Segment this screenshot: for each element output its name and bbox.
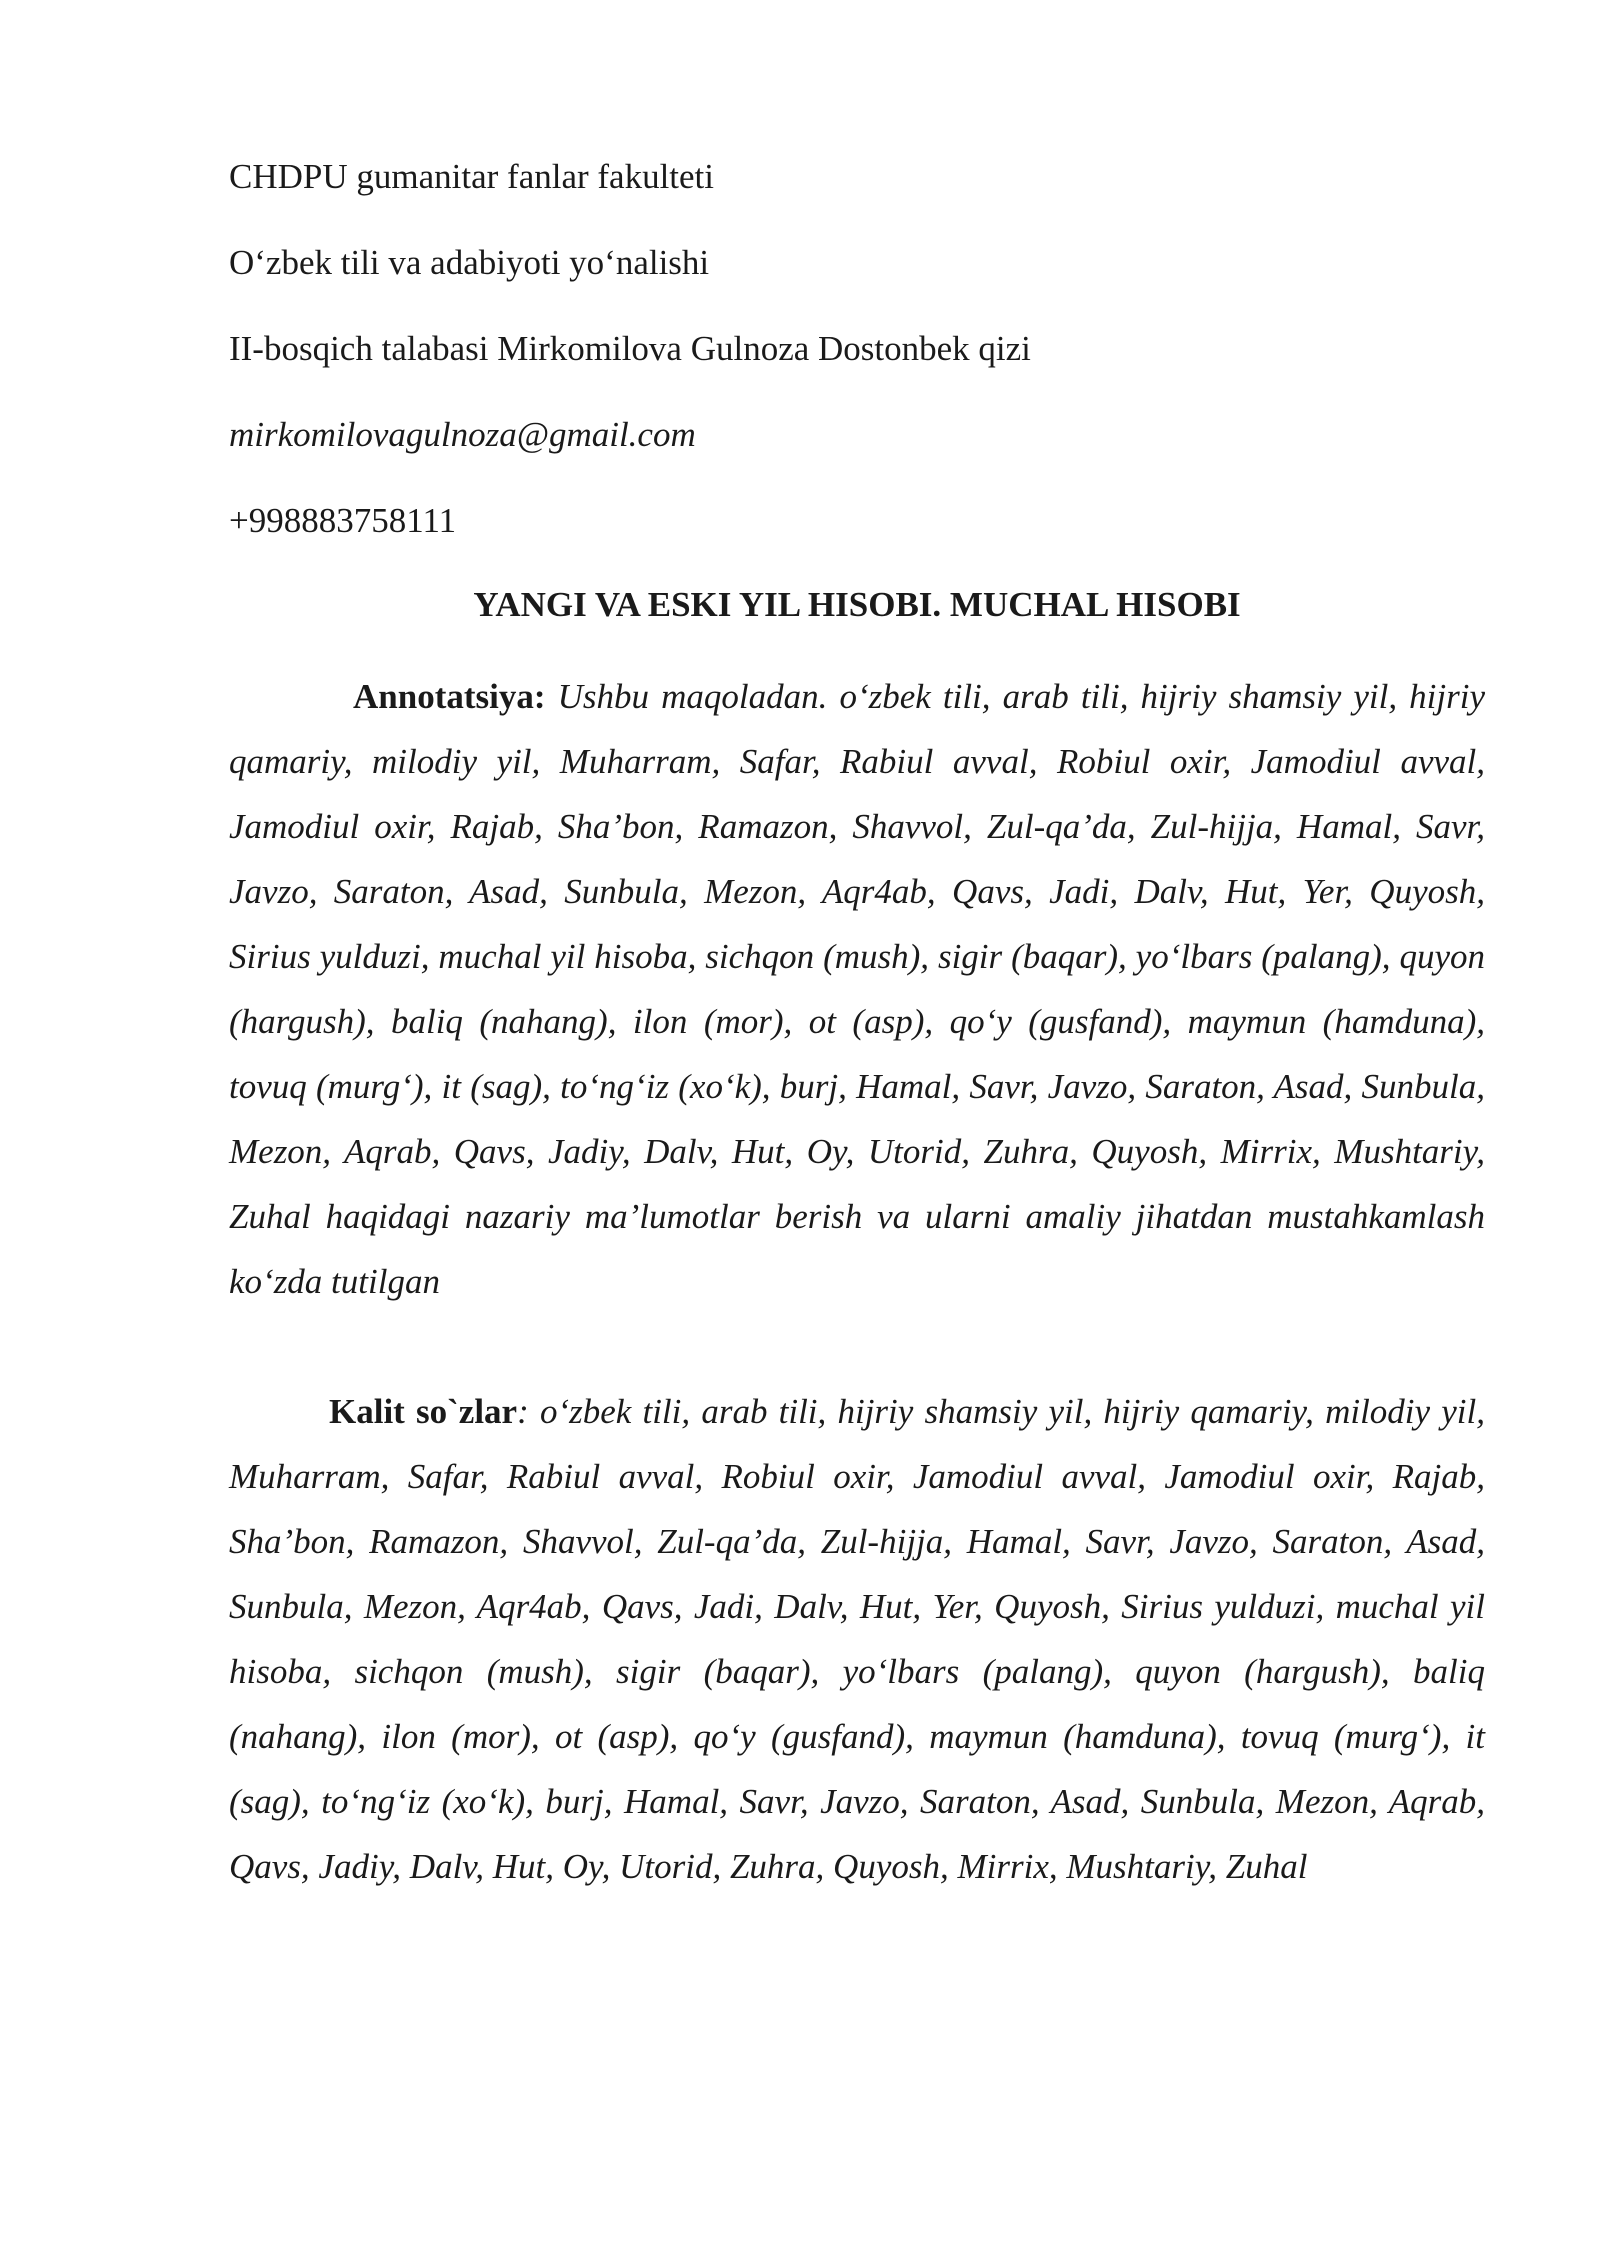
student-line: II-bosqich talabasi Mirkomilova Gulnoza Dostonbek qizi <box>229 329 1031 368</box>
annotation-label: Annotatsiya: <box>353 677 546 716</box>
keywords-paragraph <box>229 1379 1485 1899</box>
article-title: YANGI VA ESKI YIL HISOBI. MUCHAL HISOBI <box>473 585 1241 624</box>
direction-line: O‘zbek tili va adabiyoti yo‘nalishi <box>229 243 710 282</box>
annotation-paragraph <box>229 664 1485 1314</box>
email-line: mirkomilovagulnoza@gmail.com <box>229 415 696 454</box>
phone-line: +998883758111 <box>229 501 457 540</box>
keywords-text: : o‘zbek tili, arab tili, hijriy shamsiy yil, hijriy qamariy, milodiy yil, Muharram, Safar, Rabiul avval, Robiul oxir, Jamodiul avval, Jamodiul oxir, Rajab, Sha’bon, Ramazon, Shavvol, Zul-qa’da, Zul-hijja, Hamal, Savr, Javzo, Saraton, Asad, Sunbula, Mezon, Aqr4ab, Qavs, Jadi, Dalv, Hut, Yer, Quyosh, Sirius yulduzi, muchal yil hisoba, sichqon (mush), sigir (baqar), yo‘lbars (palang), quyon (hargush), baliq (nahang), ilon (mor), ot (asp), qo‘y (gusfand), maymun (hamduna), tovuq (murg‘), it (sag), to‘ng‘iz (xo‘k), burj, Hamal, Savr, Javzo, Saraton, Asad, Sunbula, Mezon, Aqrab, Qavs, Jadiy, Dalv, Hut, Oy, Utorid, Zuhra, Quyosh, Mirrix, Mushtariy, Zuhal <box>229 1392 1485 1886</box>
faculty-line: CHDPU gumanitar fanlar fakulteti <box>229 157 715 196</box>
keywords-label: Kalit so`zlar <box>329 1392 518 1431</box>
annotation-text: Ushbu maqoladan. o‘zbek tili, arab tili, hijriy shamsiy yil, hijriy qamariy, milodiy yil, Muharram, Safar, Rabiul avval, Robiul oxir, Jamodiul avval, Jamodiul oxir, Rajab, Sha’bon, Ramazon, Shavvol, Zul-qa’da, Zul-hijja, Hamal, Savr, Javzo, Saraton, Asad, Sunbula, Mezon, Aqr4ab, Qavs, Jadi, Dalv, Hut, Yer, Quyosh, Sirius yulduzi, muchal yil hisoba, sichqon (mush), sigir (baqar), yo‘lbars (palang), quyon (hargush), baliq (nahang), ilon (mor), ot (asp), qo‘y (gusfand), maymun (hamduna), tovuq (murg‘), it (sag), to‘ng‘iz (xo‘k), burj, Hamal, Savr, Javzo, Saraton, Asad, Sunbula, Mezon, Aqrab, Qavs, Jadiy, Dalv, Hut, Oy, Utorid, Zuhra, Quyosh, Mirrix, Mushtariy, Zuhal haqidagi nazariy ma’lumotlar berish va ularni amaliy jihatdan mustahkamlash ko‘zda tutilgan <box>229 677 1485 1301</box>
